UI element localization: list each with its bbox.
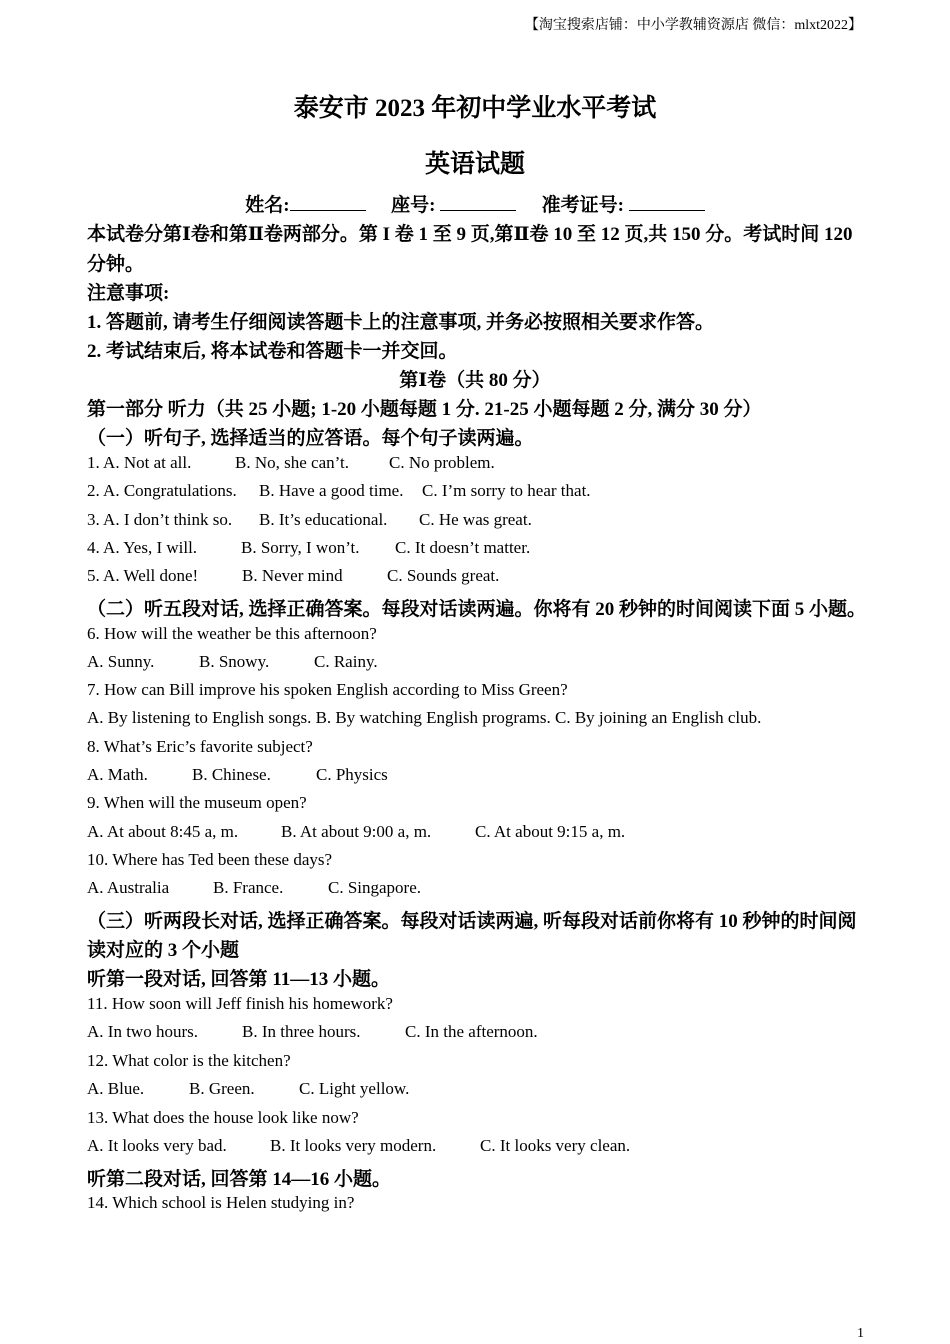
- question-8-stem: 8. What’s Eric’s favorite subject?: [87, 737, 313, 756]
- exam-title: 泰安市 2023 年初中学业水平考试: [293, 95, 657, 122]
- name-blank: [290, 196, 366, 211]
- part-1-heading: 第一部分 听力（共 25 小题; 1-20 小题每题 1 分. 21-25 小题每题 2 分, 满分 30 分）: [87, 399, 762, 420]
- question-12-options: [87, 1079, 409, 1099]
- section-3-heading-line-1: （三）听两段长对话, 选择正确答案。每段对话读两遍, 听每段对话前你将有 10 秒钟的时间阅: [87, 911, 857, 932]
- q1-option-c: C. No problem.: [389, 453, 495, 472]
- q13-option-a: A. It looks very bad.: [87, 1136, 227, 1155]
- q5-option-c: C. Sounds great.: [387, 566, 500, 585]
- question-10-stem: 10. Where has Ted been these days?: [87, 850, 333, 869]
- q1-option-a: 1. A. Not at all.: [87, 453, 192, 472]
- question-10-options: [87, 878, 421, 898]
- q12-option-b: B. Green.: [189, 1079, 255, 1098]
- section-1-heading: （一）听句子, 选择适当的应答语。每个句子读两遍。: [87, 428, 534, 449]
- question-3: [87, 510, 532, 530]
- question-1: [87, 453, 495, 473]
- q10-option-c: C. Singapore.: [328, 878, 422, 897]
- question-7-options: [87, 708, 761, 728]
- question-6-options: [87, 652, 378, 672]
- notes-heading: 注意事项:: [87, 283, 170, 304]
- note-1: 1. 答题前, 请考生仔细阅读答题卡上的注意事项, 并务必按照相关要求作答。: [87, 312, 715, 333]
- question-2: [87, 481, 591, 501]
- q10-option-a: A. Australia: [87, 878, 170, 897]
- q6-option-a: A. Sunny.: [87, 652, 155, 671]
- question-12-stem: 12. What color is the kitchen?: [87, 1051, 291, 1070]
- q12-option-c: C. Light yellow.: [299, 1079, 410, 1098]
- candidate-info-row: [0, 190, 950, 217]
- intro-line-2: 分钟。: [87, 254, 145, 275]
- section-3-heading-line-2: 读对应的 3 个小题: [87, 940, 240, 961]
- q5-option-a: 5. A. Well done!: [87, 566, 199, 585]
- q8-option-b: B. Chinese.: [192, 765, 271, 784]
- q2-option-c: C. I’m sorry to hear that.: [422, 481, 591, 500]
- question-13-options: [87, 1136, 630, 1156]
- q9-option-c: C. At about 9:15 a, m.: [475, 822, 626, 841]
- question-4: [87, 538, 530, 558]
- watermark-header: 【淘宝搜索店铺：中小学教辅资源店 微信：mlxt2022】: [524, 18, 862, 33]
- q2-option-a: 2. A. Congratulations.: [87, 481, 237, 500]
- q1-option-b: B. No, she can’t.: [235, 453, 349, 472]
- q3-option-a: 3. A. I don’t think so.: [87, 510, 233, 529]
- question-14-stem: 14. Which school is Helen studying in?: [87, 1193, 355, 1212]
- q8-option-a: A. Math.: [87, 765, 148, 784]
- intro-line-1: 本试卷分第Ⅰ卷和第Ⅱ卷两部分。第 I 卷 1 至 9 页,第Ⅱ卷 10 至 12 页,共 150 分。考试时间 120: [87, 224, 853, 245]
- dialog-2-heading: 听第二段对话, 回答第 14—16 小题。: [87, 1169, 392, 1190]
- q4-option-c: C. It doesn’t matter.: [395, 538, 531, 557]
- question-7-stem: 7. How can Bill improve his spoken English according to Miss Green?: [87, 680, 568, 699]
- q12-option-a: A. Blue.: [87, 1079, 145, 1098]
- question-11-stem: 11. How soon will Jeff finish his homework?: [87, 994, 393, 1013]
- q13-option-c: C. It looks very clean.: [480, 1136, 631, 1155]
- question-8-options: [87, 765, 388, 785]
- dialog-1-heading: 听第一段对话, 回答第 11—13 小题。: [87, 969, 390, 990]
- q11-option-c: C. In the afternoon.: [405, 1022, 538, 1041]
- page-number: 1: [857, 1326, 864, 1341]
- seat-label: 座号:: [391, 195, 436, 216]
- q9-option-b: B. At about 9:00 a, m.: [281, 822, 432, 841]
- id-label: 准考证号:: [541, 195, 624, 216]
- section-2-heading: （二）听五段对话, 选择正确答案。每段对话读两遍。你将有 20 秒钟的时间阅读下面 5 小题。: [87, 599, 867, 620]
- seat-blank: [440, 196, 516, 211]
- question-11-options: [87, 1022, 538, 1042]
- q3-option-b: B. It’s educational.: [259, 510, 388, 529]
- q7-option-c: C. By joining an English club.: [554, 708, 762, 727]
- question-9-options: [87, 822, 625, 842]
- q9-option-a: A. At about 8:45 a, m.: [87, 822, 239, 841]
- question-13-stem: 13. What does the house look like now?: [87, 1108, 359, 1127]
- id-blank: [629, 196, 705, 211]
- question-5: [87, 566, 499, 586]
- note-2: 2. 考试结束后, 将本试卷和答题卡一并交回。: [87, 341, 458, 362]
- question-9-stem: 9. When will the museum open?: [87, 793, 307, 812]
- q4-option-b: B. Sorry, I won’t.: [241, 538, 360, 557]
- q7-option-b: B. By watching English programs.: [315, 708, 551, 727]
- name-label: 姓名:: [245, 195, 290, 216]
- q11-option-a: A. In two hours.: [87, 1022, 198, 1041]
- q4-option-a: 4. A. Yes, I will.: [87, 538, 198, 557]
- q6-option-b: B. Snowy.: [199, 652, 270, 671]
- exam-subtitle: 英语试题: [424, 151, 525, 178]
- q7-option-a: A. By listening to English songs.: [87, 708, 312, 727]
- q8-option-c: C. Physics: [316, 765, 388, 784]
- q3-option-c: C. He was great.: [419, 510, 532, 529]
- volume-1-heading: 第Ⅰ卷（共 80 分）: [399, 370, 551, 391]
- q6-option-c: C. Rainy.: [314, 652, 378, 671]
- question-6-stem: 6. How will the weather be this afternoon?: [87, 624, 377, 643]
- q5-option-b: B. Never mind: [242, 566, 343, 585]
- q10-option-b: B. France.: [213, 878, 284, 897]
- q13-option-b: B. It looks very modern.: [270, 1136, 437, 1155]
- q11-option-b: B. In three hours.: [242, 1022, 361, 1041]
- q2-option-b: B. Have a good time.: [259, 481, 404, 500]
